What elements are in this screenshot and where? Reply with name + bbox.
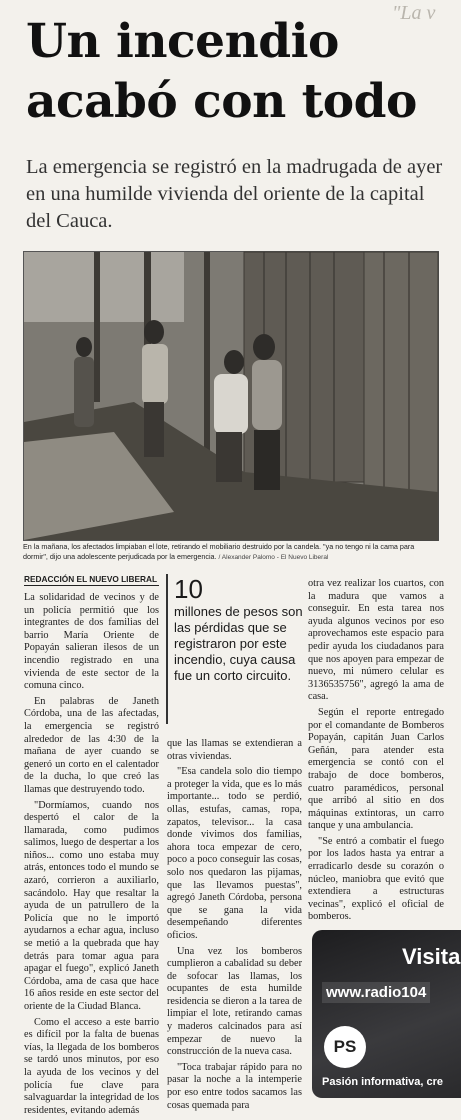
pull-quote [166,574,308,724]
paragraph: Una vez los bomberos cumplieron a cabalidad su deber de sofocar las llamas, los ocupantes de esta humilde residencia se dieron a la tarea de limpiar el lote, retirando camas y maderos calcinados para así empezar de nuevo la construcción de la nueva casa. [167,945,302,1058]
article-column-2 [167,738,302,1120]
paragraph: Como el acceso a este barrio es difícil por la falta de buenas vías, la llegada de los bomberos se tardó unos minutos, por eso la ayuda de los vecinos y del policía fue clave para salvaguardar la integridad de los residentes, evitando además [24,1016,159,1116]
pull-quote-number: 10 [174,574,203,604]
news-photo [23,251,439,541]
paragraph: "Se entró a combatir el fuego por los lados hasta ya entrar a erradicarlo desde su corazón o núcleo, maniobra que evitó que extendiera a estructuras vecinas", explicó el oficial de bomberos. [308,835,444,923]
paragraph: "Esa candela solo dio tiempo a proteger la vida, que es lo más importante... todo se perdió, ollas, estufas, camas, ropa, zapatos, televisor... la casa donde vivimos dos familias, ahora toca empezar de cero, poco a poco conseguir las cosas, solo nos quedaron las pijamas, que las llevamos puestas", agregó Janeth Córdoba, persona que se gana la vida desempeñando diferentes oficios. [167,766,302,941]
photo-credit: / Alexander Palomo - El Nuevo Liberal [218,554,329,561]
article-column-3 [308,578,444,923]
adjacent-article-fragment: "La v [392,2,436,24]
paragraph: otra vez realizar los cuartos, con la madura que vamos a conseguir. En esta tarea nos ayuda algunos vecinos por eso aprovechamos este espacio para pedir ayuda los ciudadanos para que nos apoyen para empezar de nuevo, mi número celular es 3136535756", agregó la ama de casa. [308,578,444,703]
photo-caption-text: En la mañana, los afectados limpiaban el lote, retirando el mobiliario destruido por la candela. "ya no tengo ni la cama para dormir", dijo una adolescente perjudicada por la emergencia. [23,542,415,561]
ad-slogan: Pasión informativa, cre [322,1076,444,1088]
paragraph: La solidaridad de vecinos y de un policía permitió que los integrantes de dos familias del barrio María Oriente de Popayán salieran ilesos de un incendio registrado en una vivienda de este sector de la comuna cinco. [24,592,159,692]
radio-advertisement[interactable] [312,930,461,1098]
paragraph: Según el reporte entregado por el comandante de Bomberos Popayán, capitán Juan Carlos Geñán, para atender esta emergencia se contó con el trabajo de doce bomberos, cuatro paramédicos, personal que arribó al sitio en dos máquinas extintoras, un carro tanque y una ambulancia. [308,706,444,832]
ad-url[interactable]: www.radio104 [322,982,430,1003]
paragraph: "Dormíamos, cuando nos despertó el calor de la llamarada, como pudimos salimos, luego de despertar a los niños... como uno estaba muy atrás, entonces todo el mundo se azaró, corrieron a auxiliarlo, sacándolo. Hay que resaltar la ayuda de un patrullero de la Policía que no le importó ayudarnos a echar agua, incluso se metió a la quebrada que hay detrás para tomar agua para apagar el fuego", explicó Janeth Córdoba, ama de casa que hace 16 años reside en este sector del oriente de la Ciudad Blanca. [24,799,159,1012]
paragraph: En palabras de Janeth Córdoba, una de las afectadas, la emergencia se registró alrededor de las 4:30 de la mañana de ayer cuando se generó un corto en el calentador de la ducha, lo que creó las llamas que destruyendo todo. [24,695,159,795]
ad-title: Visita [402,944,461,969]
pull-quote-text: millones de pesos son las pérdidas que se registraron por este incendio, cuya causa fue un corto circuito. [174,604,303,683]
paragraph: que las llamas se extendieran a otras viviendas. [167,738,302,762]
article-column-1 [24,592,159,1117]
ps-logo-icon: PS [324,1026,366,1068]
byline: REDACCIÓN EL NUEVO LIBERAL [24,574,158,584]
subheadline: La emergencia se registró en la madrugada de ayer en una humilde vivienda del oriente de la capital del Cauca. [26,156,443,232]
headline: Un incendio acabó con todo [26,14,417,129]
photo-caption [23,542,438,563]
paragraph: "Toca trabajar rápido para no pasar la noche a la intemperie por eso entre todos sacamos las cosas quemada para [167,1061,302,1111]
